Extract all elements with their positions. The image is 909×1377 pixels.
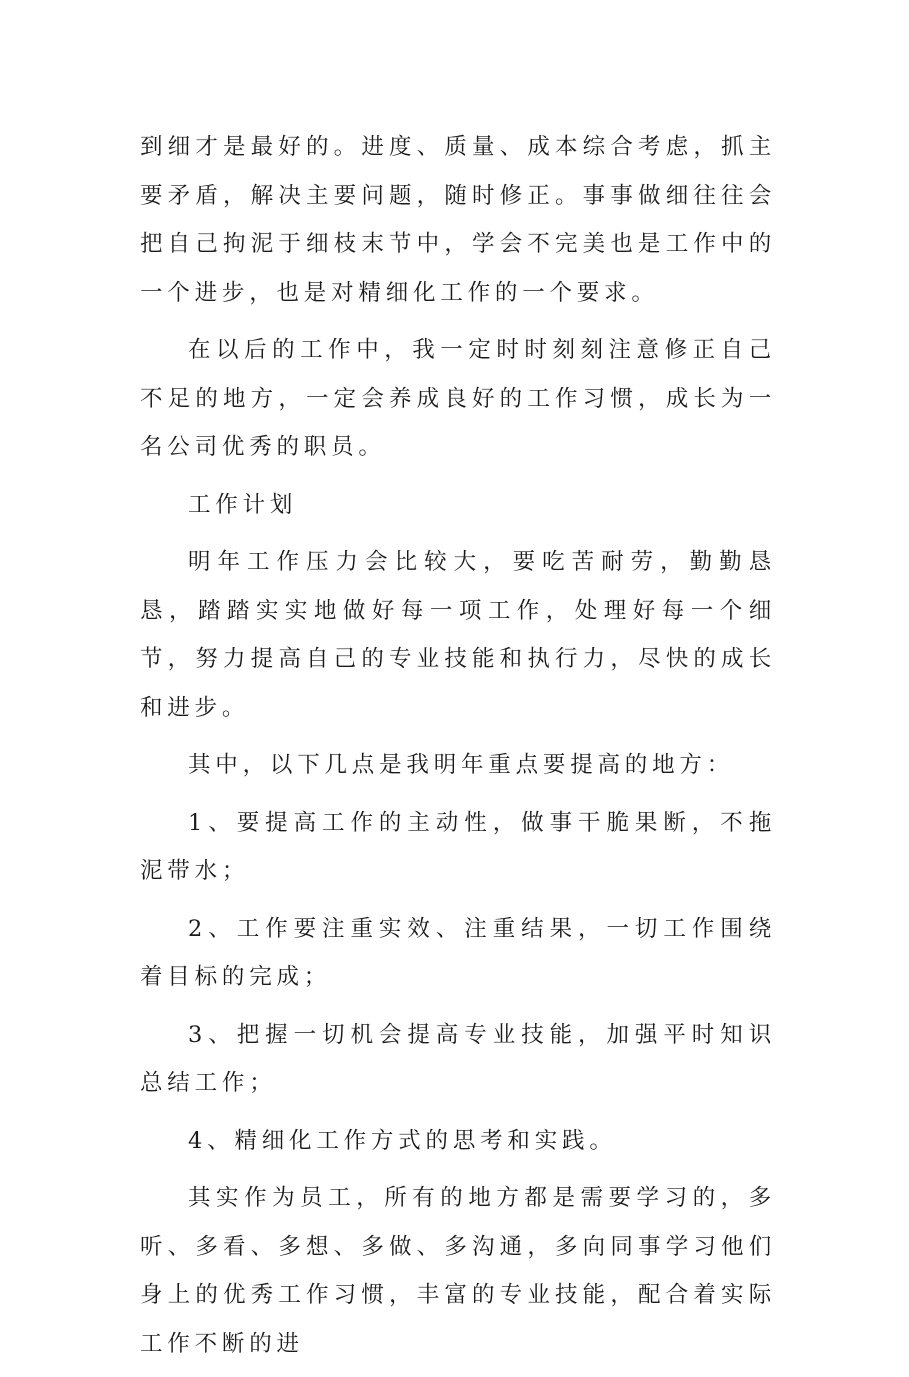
paragraph-next-year: 明年工作压力会比较大，要吃苦耐劳，勤勤恳恳，踏踏实实地做好每一项工作，处理好每一个细节，努力提高自己的专业技能和执行力，尽快的成长和进步。	[140, 549, 776, 721]
list-item-point-1: 1、要提高工作的主动性，做事干脆果断，不拖泥带水；	[140, 809, 776, 884]
paragraph-continuation: 到细才是最好的。进度、质量、成本综合考虑，抓主要矛盾，解决主要问题，随时修正。事事做细往往会把自己拘泥于细枝末节中，学会不完美也是工作中的一个进步，也是对精细化工作的一个要求。	[140, 134, 776, 306]
paragraph-as-employee: 其实作为员工，所有的地方都是需要学习的，多听、多看、多想、多做、多沟通，多向同事学习他们身上的优秀工作习惯，丰富的专业技能，配合着实际工作不断的进	[140, 1185, 776, 1357]
paragraph-future-work: 在以后的工作中，我一定时时刻刻注意修正自己不足的地方，一定会养成良好的工作习惯，成长为一名公司优秀的职员。	[140, 337, 776, 460]
section-heading-work-plan: 工作计划	[188, 491, 298, 518]
list-item-point-4: 4、精细化工作方式的思考和实践。	[188, 1127, 617, 1154]
document-body	[140, 123, 776, 1377]
list-item-point-3: 3、把握一切机会提高专业技能，加强平时知识总结工作；	[140, 1021, 776, 1096]
paragraph-key-points-intro: 其中，以下几点是我明年重点要提高的地方：	[188, 752, 735, 778]
list-item-point-2: 2、工作要注重实效、注重结果，一切工作围绕着目标的完成；	[140, 915, 776, 990]
